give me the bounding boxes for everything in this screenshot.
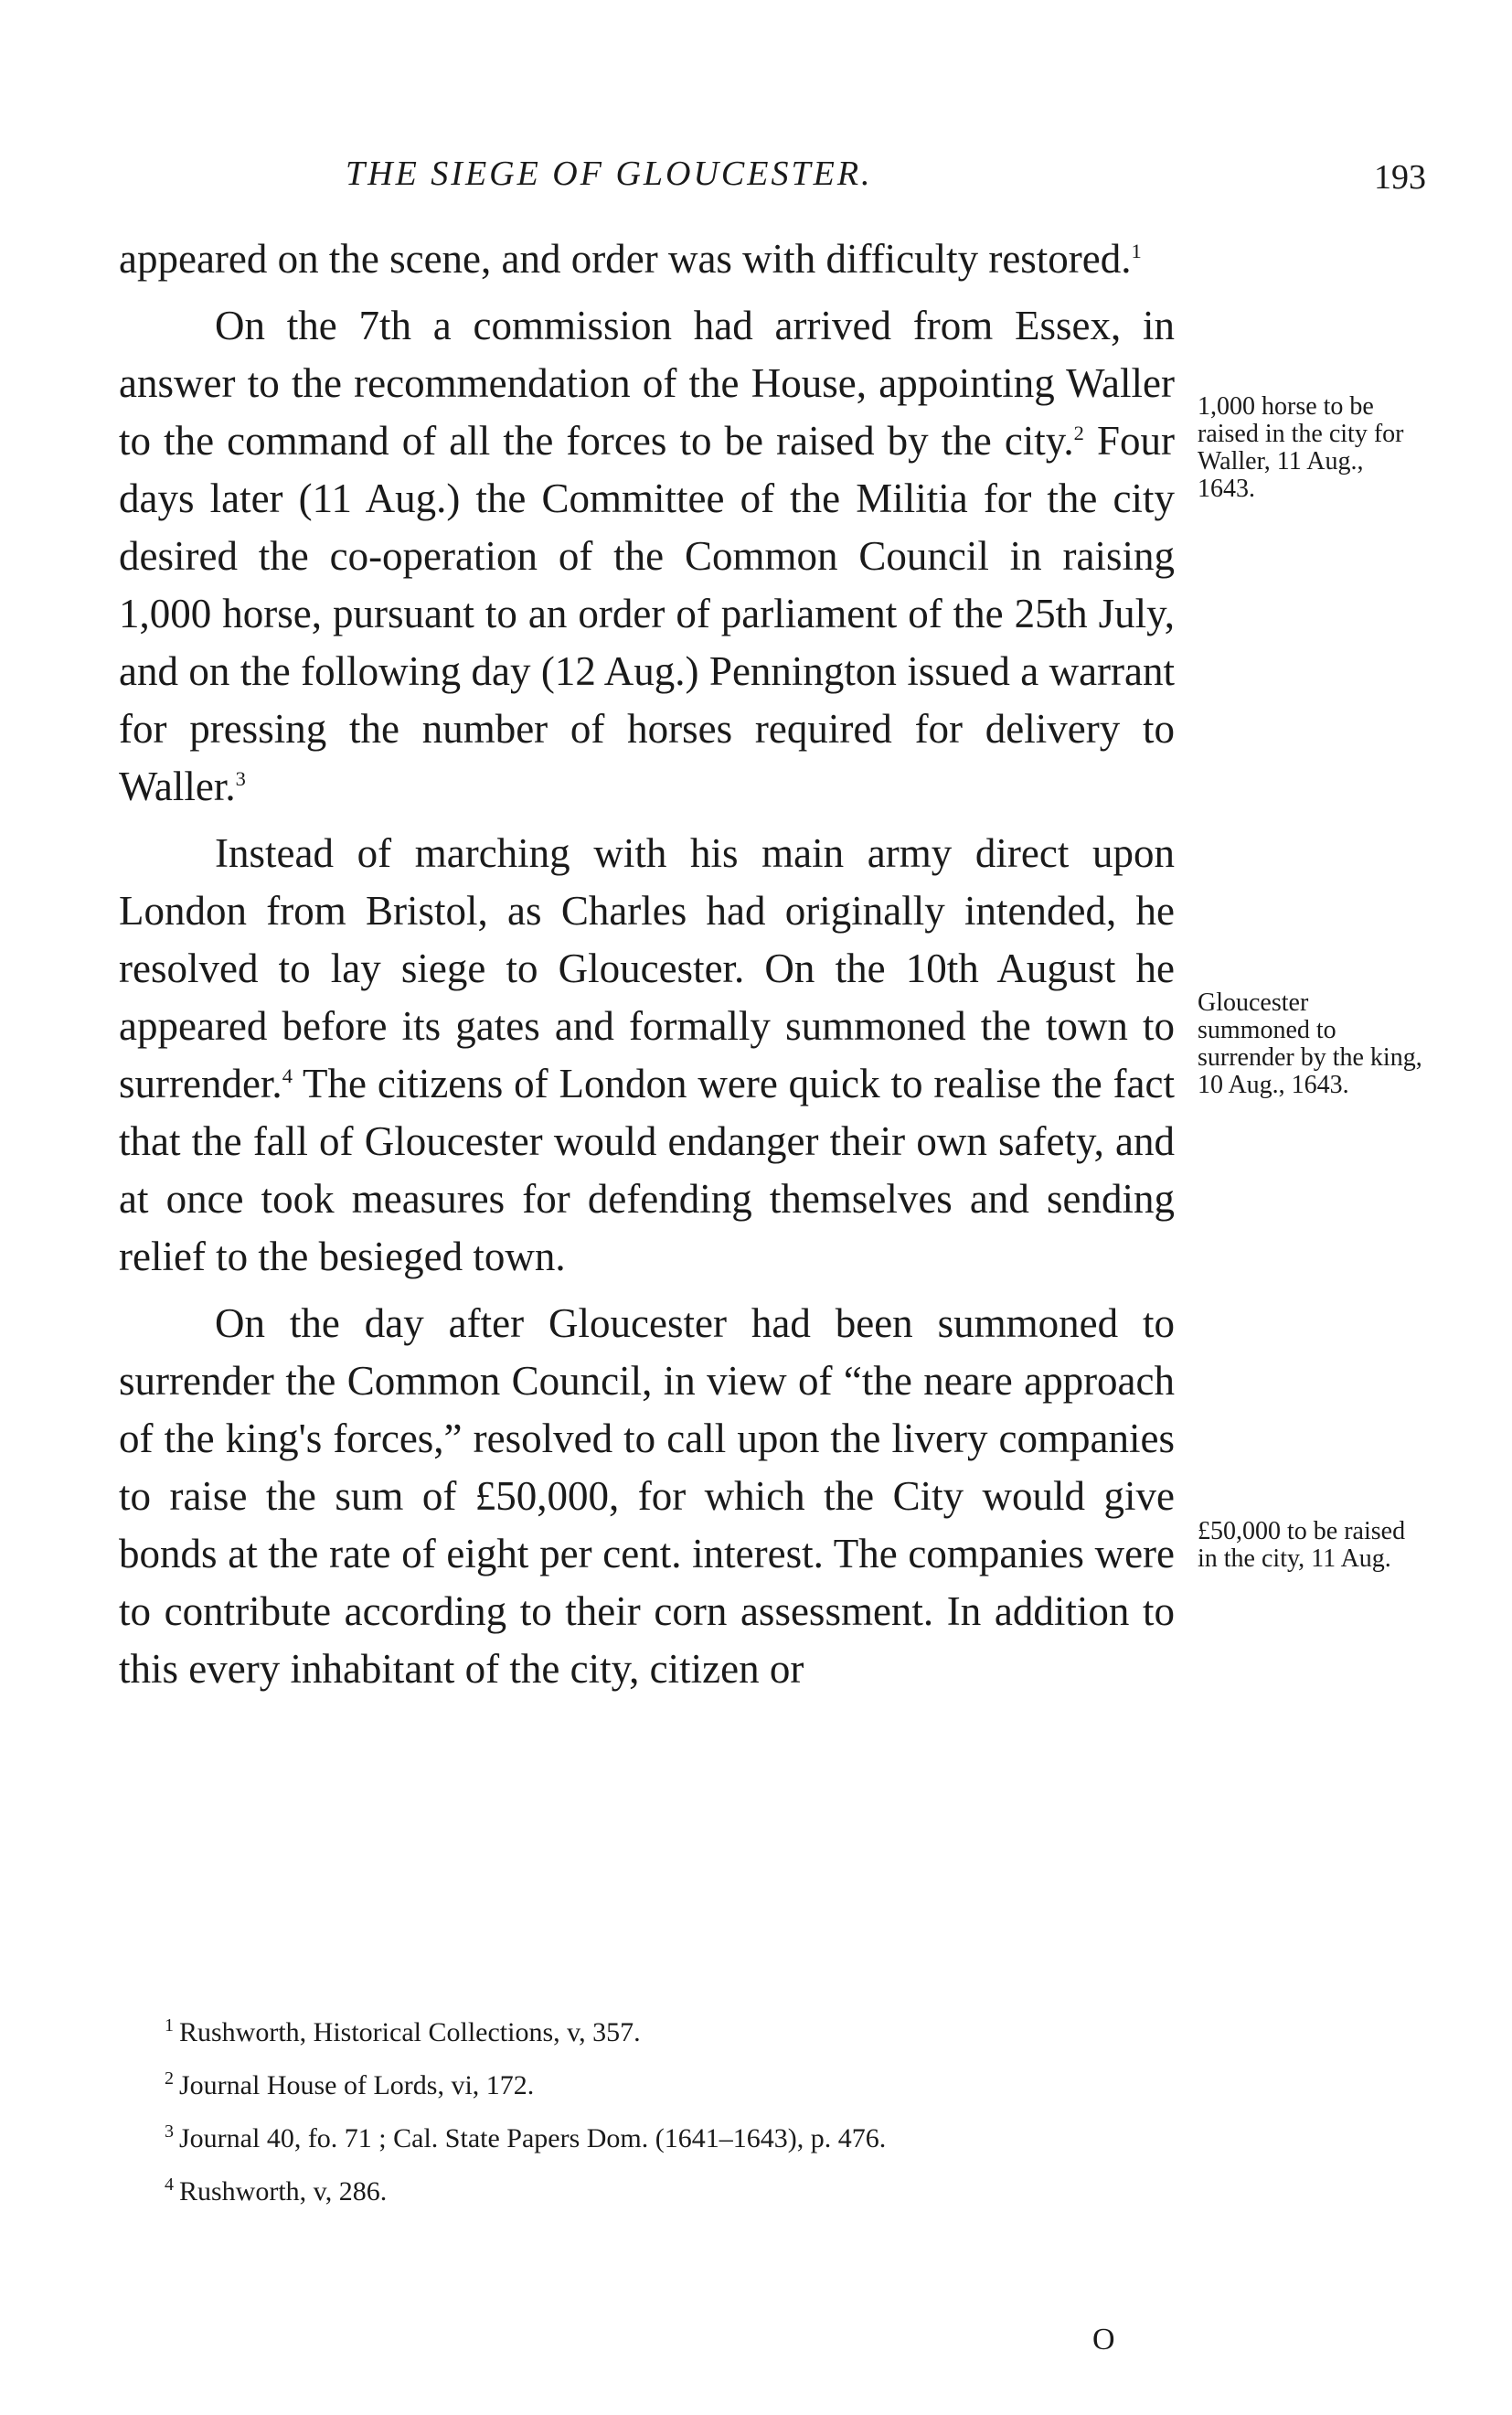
paragraph-3: Instead of marching with his main army direct upon London from Bristol, as Charles had originally intended, he resolved to lay siege to Gloucester. On the 10th August he appeared before its gates and formally summoned the town to surrender.$^4$ The citizens of London were quick to realise the fact that the fall of Gloucester would endanger their own safety, and at once took measures for defending themselves and sending relief to the besieged town. [119, 830, 1175, 1279]
footnote-ref-1: 1 [1131, 240, 1142, 262]
footnotes [165, 2003, 1216, 2215]
footnote-ref-3: 3 [235, 767, 246, 790]
footnote-ref-4: 4 [282, 1064, 293, 1087]
main-text [119, 230, 1175, 1698]
footnote: $^4$ Rushworth, v, 286. [165, 2175, 388, 2207]
footnote-ref-2: 2 [1073, 422, 1084, 444]
page-header [119, 154, 1426, 208]
page-number: 193 [1374, 158, 1426, 197]
footnote: $^1$ Rushworth, Historical Collections, v, 357. [165, 2015, 641, 2047]
paragraph-2: On the 7th a commission had arrived from Essex, in answer to the recommendation of the House, appointing Waller to the command of all the forces to be raised by the city.$^2$ Four days later (11 Aug.) the Committee of the Militia for the city desired the co-operation of the Common Council in raising 1,000 horse, pursuant to an order of parliament of the 25th July, and on the following day (12 Aug.) Pennington issued a warrant for pressing the number of horses required for delivery to Waller.$^3$ [119, 303, 1175, 809]
footnote: $^2$ Journal House of Lords, vi, 172. [165, 2068, 535, 2100]
sidenote-horse: 1,000 horse to be raised in the city for Waller, 11 Aug., 1643. [1198, 392, 1404, 503]
sidenote-sum: £50,000 to be raised in the city, 11 Aug. [1198, 1517, 1406, 1573]
sidenote-gloucester: Gloucester summoned to surrender by the king, 10 Aug., 1643. [1198, 988, 1422, 1099]
signature-mark: O [1092, 2323, 1115, 2356]
running-title: THE SIEGE OF GLOUCESTER. [346, 155, 873, 193]
footnote: $^3$ Journal 40, fo. 71 ; Cal. State Papers Dom. (1641–1643), p. 476. [165, 2121, 887, 2153]
paragraph-1: appeared on the scene, and order was with difficulty restored.$^1$ [119, 236, 1142, 282]
paragraph-4: On the day after Gloucester had been summoned to surrender the Common Council, in view of “the neare approach of the king's forces,” resolved to call upon the livery companies to raise the sum of £50,000, for which the City would give bonds at the rate of eight per cent. interest. The companies were to contribute according to their corn assessment. In addition to this every inhabitant of the city, citizen or [119, 1300, 1175, 1692]
